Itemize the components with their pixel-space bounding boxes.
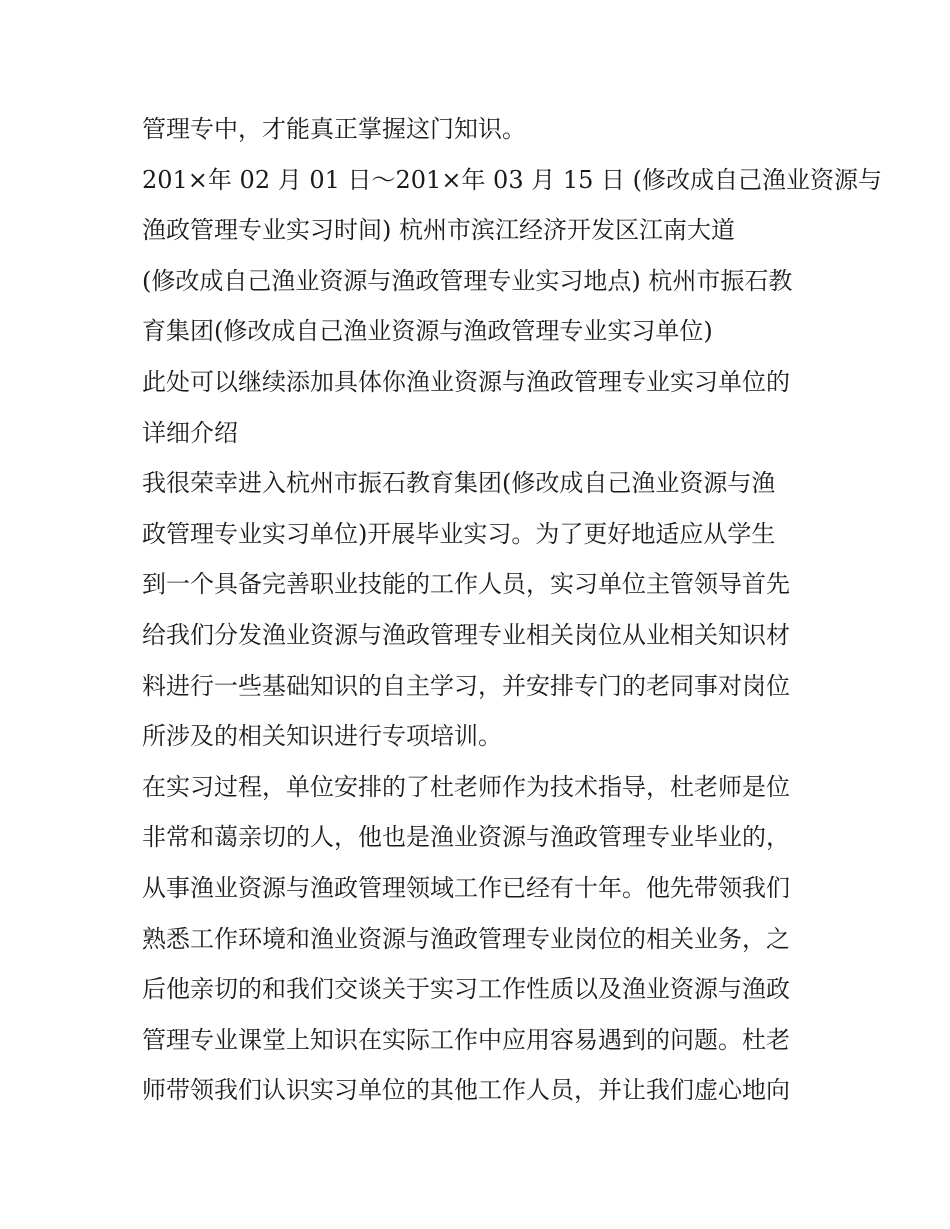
text-line: 管理专业课堂上知识在实际工作中应用容易遇到的问题。杜老 bbox=[142, 1025, 790, 1054]
text-line: 政管理专业实习单位)开展毕业实习。为了更好地适应从学生 bbox=[142, 519, 776, 548]
body-text bbox=[142, 104, 883, 1116]
text-line: 详细介绍 bbox=[142, 418, 238, 447]
text-line: (修改成自己渔业资源与渔政管理专业实习地点) 杭州市振石教 bbox=[142, 266, 793, 295]
text-line: 201×年 02 月 01 日～201×年 03 月 15 日 (修改成自己渔业资源与 bbox=[142, 165, 883, 194]
text-line: 非常和蔼亲切的人，他也是渔业资源与渔政管理专业毕业的， bbox=[142, 823, 790, 852]
text-line: 师带领我们认识实习单位的其他工作人员，并让我们虚心地向 bbox=[142, 1076, 790, 1105]
text-line: 我很荣幸进入杭州市振石教育集团(修改成自己渔业资源与渔 bbox=[142, 469, 776, 498]
text-line: 从事渔业资源与渔政管理领域工作已经有十年。他先带领我们 bbox=[142, 873, 790, 902]
text-line: 管理专中，才能真正掌握这门知识。 bbox=[142, 115, 526, 143]
text-line: 所涉及的相关知识进行专项培训。 bbox=[142, 722, 502, 751]
text-line: 料进行一些基础知识的自主学习，并安排专门的老同事对岗位 bbox=[142, 671, 790, 700]
text-line: 渔政管理专业实习时间) 杭州市滨江经济开发区江南大道 bbox=[142, 216, 735, 245]
text-line: 育集团(修改成自己渔业资源与渔政管理专业实习单位) bbox=[142, 317, 713, 346]
text-line: 后他亲切的和我们交谈关于实习工作性质以及渔业资源与渔政 bbox=[142, 975, 790, 1004]
text-line: 给我们分发渔业资源与渔政管理专业相关岗位从业相关知识材 bbox=[142, 620, 790, 649]
text-line: 在实习过程，单位安排的了杜老师作为技术指导，杜老师是位 bbox=[142, 772, 790, 801]
text-line: 到一个具备完善职业技能的工作人员，实习单位主管领导首先 bbox=[142, 570, 790, 599]
text-line: 此处可以继续添加具体你渔业资源与渔政管理专业实习单位的 bbox=[142, 367, 790, 396]
text-line: 熟悉工作环境和渔业资源与渔政管理专业岗位的相关业务，之 bbox=[142, 924, 790, 953]
